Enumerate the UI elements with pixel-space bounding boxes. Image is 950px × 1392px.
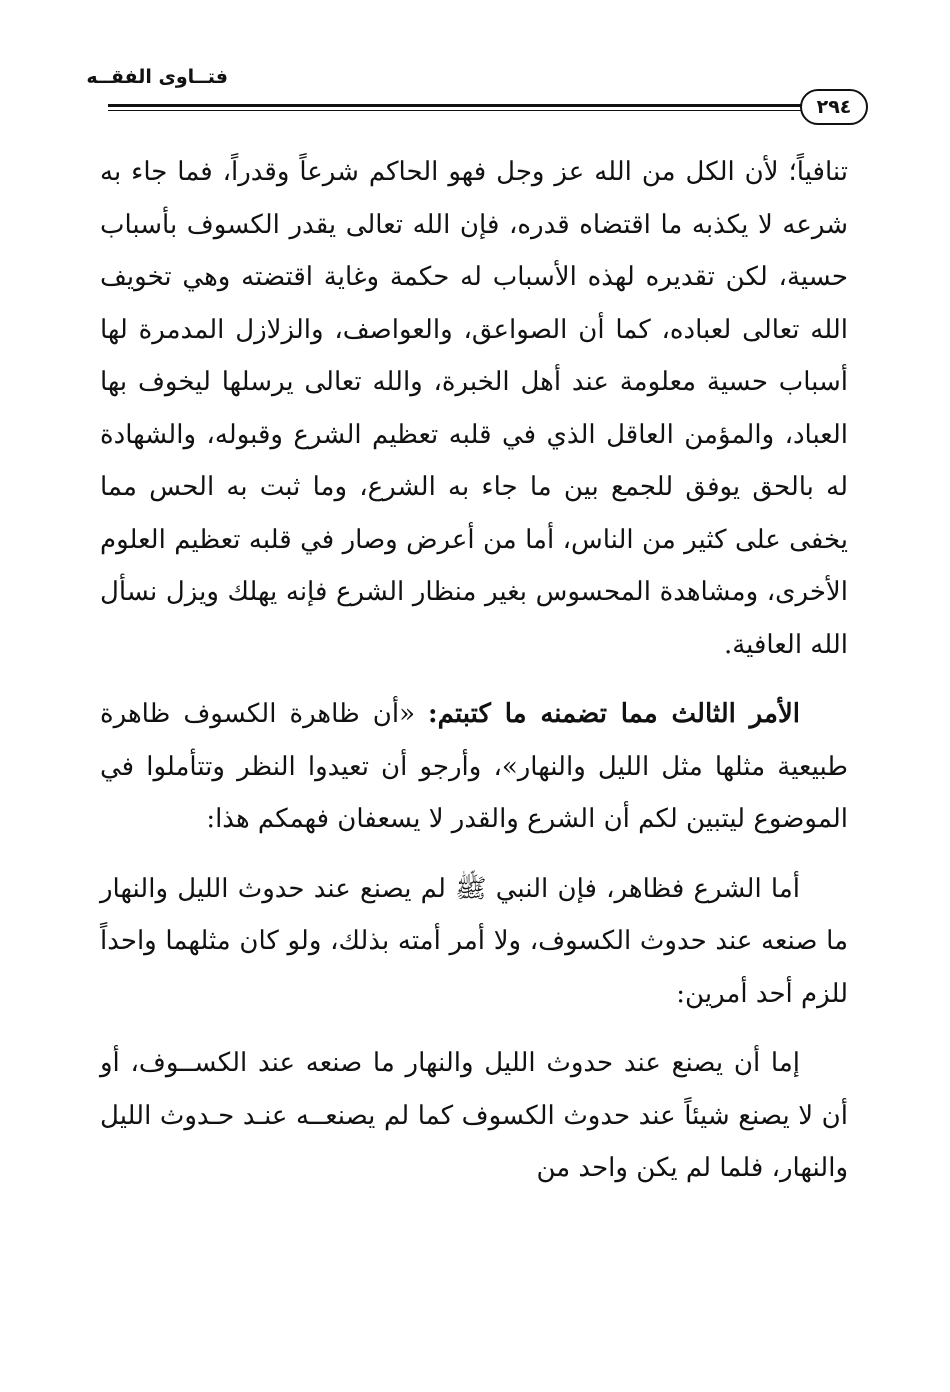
paragraph-2 (100, 688, 848, 846)
paragraph-1: تنافياً؛ لأن الكل من الله عز وجل فهو الحاكم شرعاً وقدراً، فما جاء به شرعه لا يكذبه ما اقتضاه قدره، فإن الله تعالى يقدر الكسوف بأسباب حسية، لكن تقديره لهذه الأسباب له حكمة وغاية اقتضته وهي تخويف الله تعالى لعباده، كما أن الصواعق، والعواصف، والزلازل المدمرة لها أسباب حسية معلومة عند أهل الخبرة، والله تعالى يرسلها ليخوف بها العباد، والمؤمن العاقل الذي في قلبه تعظيم الشرع وقبوله، والشهادة له بالحق يوفق للجمع بين ما جاء به الشرع، وما ثبت به الحس مما يخفى على كثير من الناس، أما من أعرض وصار في قلبه تعظيم العلوم الأخرى، ومشاهدة المحسوس بغير منظار الشرع فإنه يهلك ويزل نسأل الله العافية. (100, 157, 848, 660)
paragraph-3: أما الشرع فظاهر، فإن النبي ﷺ لم يصنع عند حدوث الليل والنهار ما صنعه عند حدوث الكسوف، ولا أمر أمته بذلك، ولو كان مثلهما واحداً للزم أحد أمرين: (100, 873, 848, 1009)
paragraph-2-text: «أن ظاهرة الكسوف ظاهرة طبيعية مثلها مثل الليل والنهار»، وأرجو أن تعيدوا النظر وتتأملوا في الموضوع ليتبين لكم أن الشرع والقدر لا يسعفان فهمكم هذا: (100, 699, 848, 834)
paragraph-2-lead: الأمر الثالث مما تضمنه ما كتبتم: (428, 699, 801, 729)
page-number: ٢٩٤ (800, 89, 868, 125)
running-title: فتــاوى الفقــه (86, 66, 228, 88)
body-text (100, 146, 848, 1212)
header-rule-thick (108, 104, 808, 107)
paragraph-4: إما أن يصنع عند حدوث الليل والنهار ما صنعه عند الكســوف، أو أن لا يصنع شيئاً عند حدوث الكسوف كما لم يصنعــه عنـد حـدوث الليل والنهار، فلما لم يكن واحد من (100, 1048, 848, 1183)
header-rule-thin (108, 110, 808, 111)
